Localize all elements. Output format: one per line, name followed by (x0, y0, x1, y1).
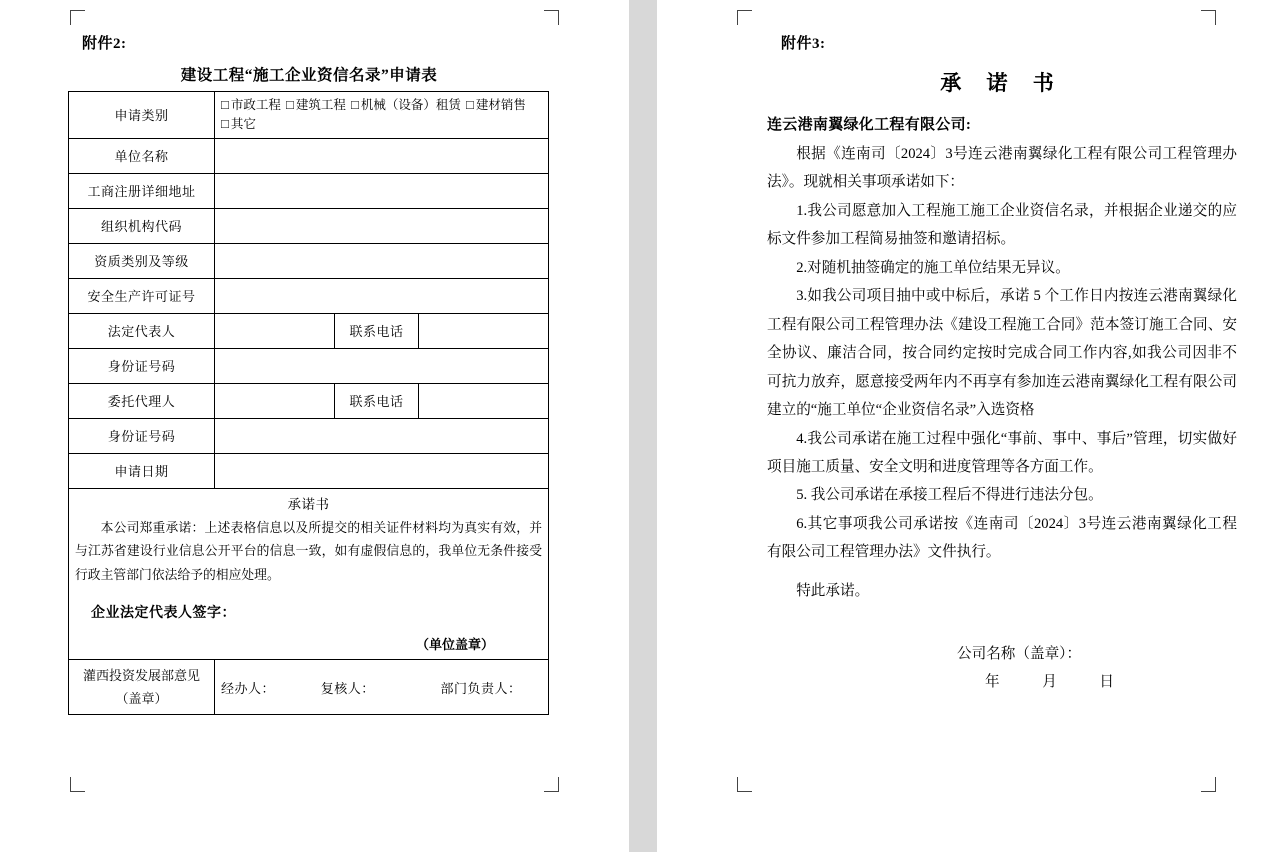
table-row (69, 418, 549, 453)
commitment-paragraph-3: 3.如我公司项目抽中或中标后，承诺 5 个工作日内按连云港南翼绿化工程有限公司工程管理办法《建设工程施工合同》范本签订施工合同、安全协议、廉洁合同，按合同约定按时完成合同工作内容,如我公司因非不可抗力放弃，愿意接受两年内不再享有参加连云港南翼绿化工程有限公司建立的“施工单位“企业资信名录”入选资格 (767, 288, 1237, 419)
row-label-agent: 委托代理人 (69, 383, 215, 418)
company-seal-label: （单位盖章） (415, 636, 494, 652)
promise-title: 承诺书 (287, 496, 330, 512)
row-value-agent-phone[interactable] (419, 383, 549, 418)
row-label-legal-rep-phone: 联系电话 (335, 313, 419, 348)
checkbox-other[interactable]: □ 其它 (221, 115, 256, 134)
crop-mark-bottom-right (544, 777, 559, 792)
table-row (69, 92, 549, 139)
table-row (69, 278, 549, 313)
table-row (69, 348, 549, 383)
opinion-signature-fields[interactable] (215, 659, 549, 715)
crop-mark-bottom-left (737, 777, 752, 792)
table-row-promise (69, 488, 549, 659)
row-value-registered-address[interactable] (215, 173, 549, 208)
commitment-paragraph-4: 4.我公司承诺在施工过程中强化“事前、事中、事后”管理，切实做好项目施工质量、安全文明和进度管理等各方面工作。 (767, 430, 1237, 475)
row-label-qualification: 资质类别及等级 (69, 243, 215, 278)
commitment-addressee: 连云港南翼绿化工程有限公司: (767, 117, 972, 133)
row-value-safety-license[interactable] (215, 278, 549, 313)
commitment-paragraph-2: 2.对随机抽签确定的施工单位结果无异议。 (796, 259, 1070, 276)
row-value-category[interactable] (215, 92, 549, 139)
commitment-company-seal: 公司名称（盖章）： (957, 646, 1082, 663)
row-label-safety-license: 安全生产许可证号 (69, 278, 215, 313)
crop-mark-bottom-left (70, 777, 85, 792)
crop-mark-top-right (544, 10, 559, 25)
row-label-agent-phone: 联系电话 (335, 383, 419, 418)
legal-rep-signature-label[interactable]: 企业法定代表人签字： (91, 605, 236, 621)
commitment-paragraph-5: 5. 我公司承诺在承接工程后不得进行违法分包。 (796, 487, 1103, 504)
crop-mark-top-right (1201, 10, 1216, 25)
row-label-legal-rep: 法定代表人 (69, 313, 215, 348)
checkbox-municipal[interactable]: □ 市政工程 (221, 96, 281, 115)
page-divider (629, 0, 657, 852)
table-row (69, 208, 549, 243)
crop-mark-top-left (737, 10, 752, 25)
attachment-label-3: 附件3: (781, 36, 826, 52)
opinion-field-handler[interactable]: 经办人： (221, 680, 276, 696)
checkbox-equipment-lease[interactable]: □ 机械（设备）租赁 (351, 96, 461, 115)
table-row (69, 453, 549, 488)
commitment-paragraph-6: 6.其它事项我公司承诺按《连南司〔2024〕3号连云港南翼绿化工程有限公司工程管理办法》文件执行。 (767, 515, 1237, 561)
row-value-apply-date[interactable] (215, 453, 549, 488)
crop-mark-top-left (70, 10, 85, 25)
opinion-field-department-head[interactable]: 部门负责人： (440, 680, 522, 696)
commitment-paragraph-0: 根据《连南司〔2024〕3号连云港南翼绿化工程有限公司工程管理办法》。现就相关事项承诺如下： (767, 146, 1237, 191)
left-page-content (68, 32, 550, 715)
category-options-line1[interactable] (221, 96, 542, 115)
promise-cell (69, 488, 549, 659)
checkbox-material-sales[interactable]: □ 建材销售 (466, 96, 526, 115)
table-row (69, 243, 549, 278)
application-form-table (68, 91, 549, 715)
row-label-registered-address: 工商注册详细地址 (69, 173, 215, 208)
row-label-org-code: 组织机构代码 (69, 208, 215, 243)
row-value-org-code[interactable] (215, 208, 549, 243)
table-row (69, 313, 549, 348)
application-form-title: 建设工程“施工企业资信名录”申请表 (180, 67, 438, 84)
row-label-agent-id: 身份证号码 (69, 418, 215, 453)
table-row (69, 173, 549, 208)
category-options-line2[interactable] (221, 115, 542, 134)
row-value-company-name[interactable] (215, 138, 549, 173)
promise-body: 本公司郑重承诺：上述表格信息以及所提交的相关证件材料均为真实有效，并与江苏省建设行业信息公开平台的信息一致，如有虚假信息的，我单位无条件接受行政主管部门依法给予的相应处理。 (75, 520, 542, 583)
table-row-opinion (69, 659, 549, 715)
checkbox-construction[interactable]: □ 建筑工程 (286, 96, 346, 115)
crop-mark-bottom-right (1201, 777, 1216, 792)
page-right (657, 0, 1286, 852)
row-label-category: 申请类别 (69, 92, 215, 139)
row-value-qualification[interactable] (215, 243, 549, 278)
row-label-apply-date: 申请日期 (69, 453, 215, 488)
row-value-legal-rep-id[interactable] (215, 348, 549, 383)
row-value-agent-id[interactable] (215, 418, 549, 453)
opinion-field-reviewer[interactable]: 复核人： (320, 680, 375, 696)
table-row (69, 138, 549, 173)
commitment-date-line: 年 月 日 (985, 673, 1128, 690)
row-value-legal-rep-phone[interactable] (419, 313, 549, 348)
commitment-closing: 特此承诺。 (796, 582, 870, 599)
attachment-label-2: 附件2: (82, 36, 127, 52)
right-page-content (767, 32, 1237, 691)
commitment-paragraph-1: 1.我公司愿意加入工程施工施工企业资信名录，并根据企业递交的应标文件参加工程简易抽签和邀请招标。 (767, 202, 1237, 248)
row-label-legal-rep-id: 身份证号码 (69, 348, 215, 383)
row-value-agent[interactable] (215, 383, 335, 418)
page-left (0, 0, 629, 852)
commitment-title: 承 诺 书 (940, 71, 1064, 95)
table-row (69, 383, 549, 418)
row-value-legal-rep[interactable] (215, 313, 335, 348)
row-label-company-name: 单位名称 (69, 138, 215, 173)
opinion-label: 灌西投资发展部意见（盖章） (69, 659, 215, 715)
